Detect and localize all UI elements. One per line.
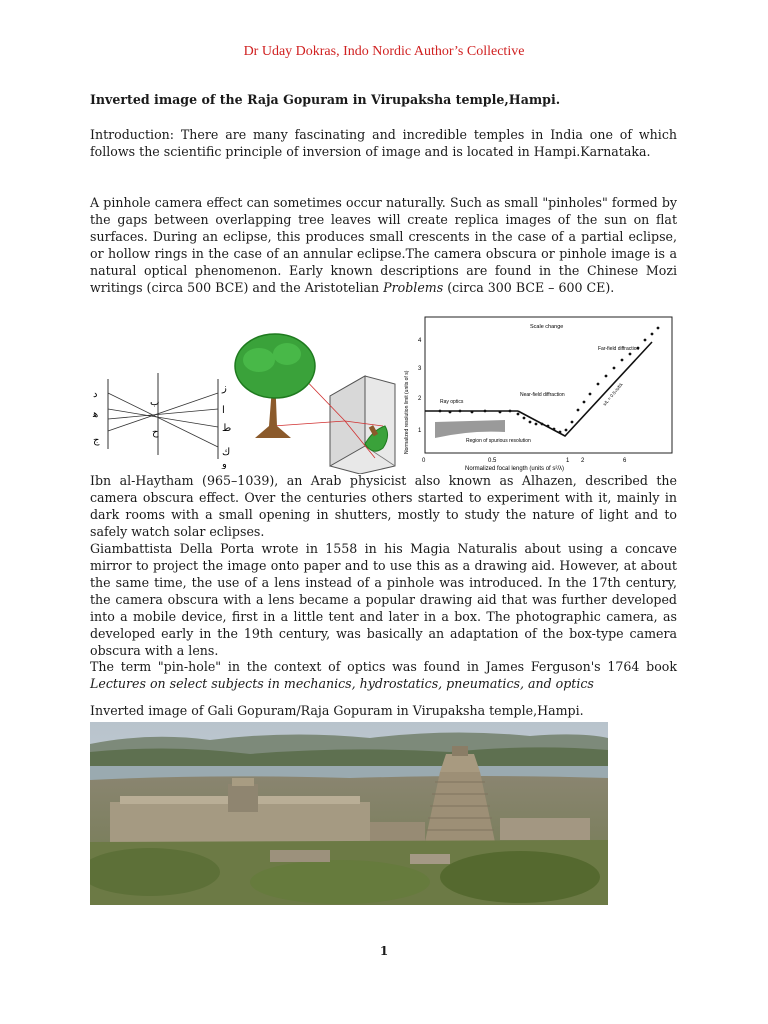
graph-xtick: 2 <box>581 458 585 464</box>
temple-photo <box>90 722 608 905</box>
diagram-letter: ﺩ <box>93 389 98 400</box>
alhazen-text: Ibn al-Haytham (965–1039), an Arab physicist also known as Alhazen, described the camera obscura effect. Over the centuries others started to experiment with it, mainly in dark rooms with a small opening in shutters, mostly to study the nature of light and to safely watch solar eclipses. <box>90 473 677 539</box>
intro-text: Introduction: There are many fascinating and incredible temples in India one of which follows the scientific principle of inversion of image and is located in Hampi.Karnataka. <box>90 127 677 159</box>
figures-row <box>90 314 677 474</box>
annotation-scale-change: Scale change <box>530 324 564 330</box>
diagram-letter: ﺝ <box>93 435 100 446</box>
pinhole-text: A pinhole camera effect can sometimes occur naturally. Such as small "pinholes" formed by the gaps between overlapping tree leaves will create replica images of the sun on flat surfaces. During an eclipse, this produces small crescents in the case of a partial eclipse, or hollow rings in the case of an annular eclipse.The camera obscura or pinhole image is a natural optical phenomenon. Early known descriptions are found in the Chinese Mozi writings (circa 500 BCE) and the Aristotelian <box>90 195 677 295</box>
annotation-spurious: Region of spurious resolution <box>466 438 531 444</box>
page-number: 1 <box>379 944 389 958</box>
diagram-letter: ﺡ <box>152 427 159 438</box>
document-title: Inverted image of the Raja Gopuram in Virupaksha temple,Hampi. <box>90 92 561 107</box>
graph-xtick: 0 <box>422 458 426 464</box>
graph-xtick: 0.5 <box>488 458 497 464</box>
temple-photo-illustration <box>90 722 608 905</box>
intro-paragraph <box>90 126 677 160</box>
graph-ytick: 2 <box>418 396 422 402</box>
photo-caption: Inverted image of Gali Gopuram/Raja Gopuram in Virupaksha temple,Hampi. <box>90 703 584 718</box>
diagram-letter: ﻁ <box>222 423 232 434</box>
porta-paragraph <box>90 540 677 659</box>
ferguson-book-title: Lectures on select subjects in mechanics, hydrostatics, pneumatics, and optics <box>90 676 594 691</box>
alhazen-paragraph <box>90 472 677 540</box>
graph-ytick: 3 <box>418 366 422 372</box>
graph-xtick: 1 <box>566 458 570 464</box>
tree-camera-illustration <box>225 326 400 474</box>
diagram-letter: ﻭ <box>222 459 227 469</box>
resolution-graph <box>400 314 677 472</box>
graph-ylabel: Normalized resolution limit (units of s) <box>404 370 410 454</box>
page-header: Dr Uday Dokras, Indo Nordic Author’s Collective <box>243 44 525 59</box>
annotation-slope: s/L = 0.5√s/f/λ <box>601 382 624 407</box>
diagram-letter: ﺍ <box>222 405 225 416</box>
graph-xtick: 6 <box>623 458 627 464</box>
graph-ytick: 4 <box>418 338 422 344</box>
diagram-letter: ﻫ <box>93 409 99 420</box>
pinhole-text-end: (circa 300 BCE – 600 CE). <box>443 280 615 295</box>
porta-text: Giambattista Della Porta wrote in 1558 in his Magia Naturalis about using a concave mirror to project the image onto paper and to use this as a drawing aid. However, at about the same time, the use of a lens instead of a pinhole was introduced. In the 17th century, the camera obscura with a lens became a popular drawing aid that was further developed into a mobile device, first in a little tent and later in a box. The photographic camera, as developed early in the 19th century, was basically an adaptation of the box-type camera obscura with a lens. <box>90 541 677 658</box>
diagram-letter: ﻙ <box>222 447 231 458</box>
ferguson-paragraph <box>90 658 677 692</box>
graph-xlabel: Normalized focal length (units of s²/λ) <box>465 466 565 472</box>
diagram-letter: ﺏ <box>150 397 160 408</box>
annotation-far-field: Far-field diffraction <box>598 346 640 352</box>
pinhole-paragraph <box>90 194 677 296</box>
annotation-near-field: Near-field diffraction <box>520 392 565 398</box>
diagram-letter: ﺯ <box>222 383 227 394</box>
ray-diagram <box>90 369 235 469</box>
pinhole-italic: Problems <box>383 280 444 295</box>
graph-ytick: 1 <box>418 428 422 434</box>
annotation-ray-optics: Ray optics <box>440 399 464 405</box>
ferguson-text: The term "pin-hole" in the context of optics was found in James Ferguson's 1764 book <box>90 659 677 674</box>
